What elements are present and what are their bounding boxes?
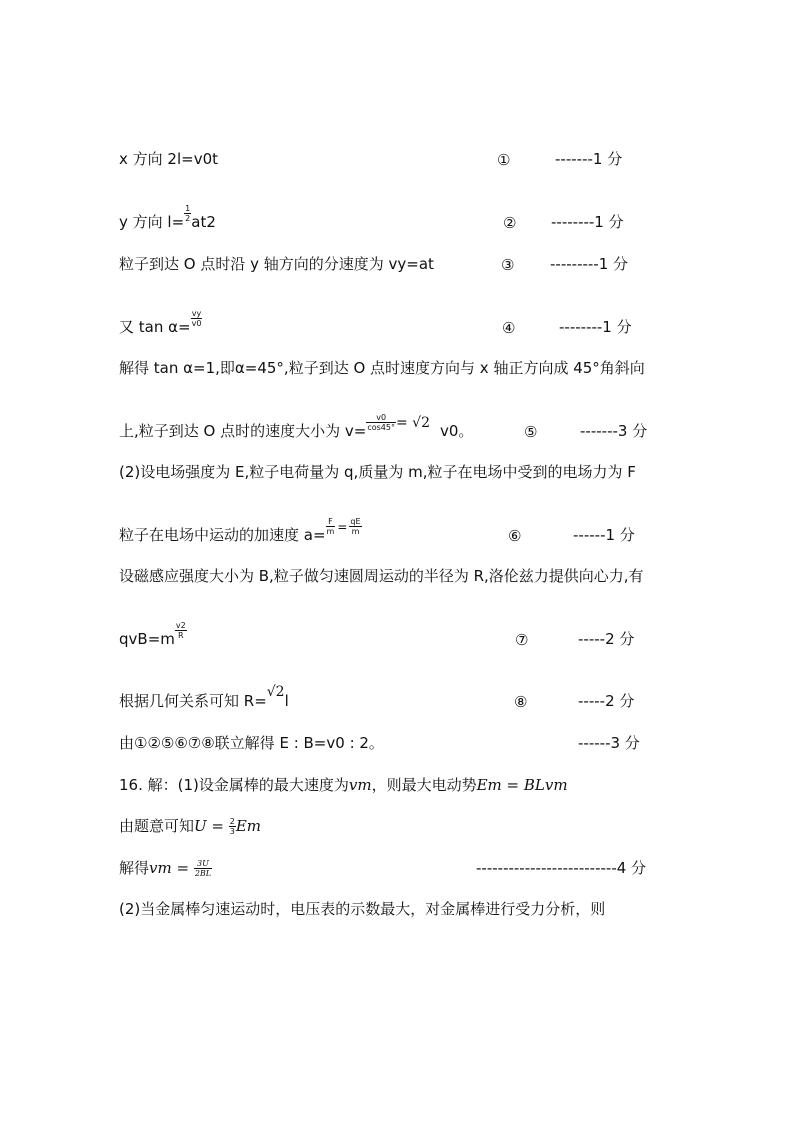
math-expression: U = [194,817,229,835]
fraction: $\frac{qE}{m}$ [350,517,361,536]
equation-text: l [284,692,289,710]
fraction: $\frac{3U}{2BL}$ [194,859,212,878]
equation-text: 又 tan α= [119,318,191,336]
equation-text: v0。 [439,422,474,440]
line-tan-alpha [119,309,202,337]
paragraph-text: 解得 [119,859,150,877]
math-expression: Em [235,817,262,835]
paragraph-text: ，则最大电动势 [371,776,477,794]
sqrt-expression: √2 [266,684,285,700]
score-label: -------1 分 [555,150,623,168]
fraction: $\frac{v2}{R}$ [175,621,186,640]
line-geometry [119,684,289,712]
line-velocity [119,413,474,442]
score-label: --------1 分 [551,213,624,231]
paragraph-text: 由题意可知 [119,817,195,835]
equation-text: x 方向 2l=v0t [119,150,218,168]
score-label: ------1 分 [573,526,635,544]
line-solution-alpha [119,358,645,378]
fraction: $\frac{2}{3}$ [229,817,235,836]
equation-text: 上,粒子到达 O 点时的速度大小为 v= [119,422,367,440]
line-part2-rod [119,899,605,919]
equation-number: ② [503,214,517,232]
equation-number: ⑤ [524,423,538,441]
score-label: -----2 分 [578,692,635,710]
equation-text: y 方向 l= [119,213,185,231]
line-voltage-relation [119,816,261,836]
line-problem-16 [119,775,568,795]
line-lorentz [119,621,187,649]
equation-text: 根据几何关系可知 R= [119,692,267,710]
line-combined-result [119,733,384,753]
equation-number: ⑦ [515,631,529,649]
line-magnetic-intro [119,566,644,586]
equals-sign: = [337,520,348,534]
equation-number: ⑧ [514,693,528,711]
score-label: --------1 分 [559,318,632,336]
fraction: $\frac{vy}{v0}$ [191,309,202,328]
paragraph-text: 解得 tan α=1,即α=45°,粒子到达 O 点时速度方向与 x 轴正方向成 45°角斜向 [119,359,645,377]
equation-text: 粒子到达 O 点时沿 y 轴方向的分速度为 vy=at [119,255,434,273]
sqrt-expression: = √2 [395,415,430,431]
equation-number: ④ [502,319,516,337]
equation-number: ③ [501,256,515,274]
score-label: -----2 分 [578,630,635,648]
line-x-direction [119,149,218,169]
line-vy [119,254,434,274]
math-expression: vm = [149,859,194,877]
fraction: $\frac{v0}{\cos 45^\circ}$ [367,413,395,432]
paragraph-text: (2)当金属棒匀速运动时，电压表的示数最大，对金属棒进行受力分析，则 [119,900,606,918]
paragraph-text: 16. 解：(1)设金属棒的最大速度为 [119,776,349,794]
equation-text: 由①②⑤⑥⑦⑧联立解得 E : B=v0 : 2。 [119,734,384,752]
equation-text: 粒子在电场中运动的加速度 a= [119,526,326,544]
score-label: ---------1 分 [550,255,629,273]
math-expression: Em = BLvm [476,776,568,794]
score-label: -------3 分 [580,422,648,440]
fraction: $\frac{F}{m}$ [326,517,335,536]
paragraph-text: (2)设电场强度为 E,粒子电荷量为 q,质量为 m,粒子在电场中受到的电场力为 F [119,463,636,481]
fraction: $\frac{1}{2}$ [185,204,191,223]
equation-text: at2 [191,213,216,231]
equation-number: ① [497,151,511,169]
equation-number: ⑥ [508,527,522,545]
line-acceleration [119,517,362,546]
score-label: ------3 分 [578,734,640,752]
line-solve-vm [119,858,212,878]
paragraph-text: 设磁感应强度大小为 B,粒子做匀速圆周运动的半径为 R,洛伦兹力提供向心力,有 [119,567,644,585]
math-expression: vm [348,776,372,794]
equation-text: qvB=m [119,630,175,648]
line-part2-intro [119,462,636,482]
score-label: --------------------------4 分 [476,859,647,877]
line-y-direction [119,204,216,232]
